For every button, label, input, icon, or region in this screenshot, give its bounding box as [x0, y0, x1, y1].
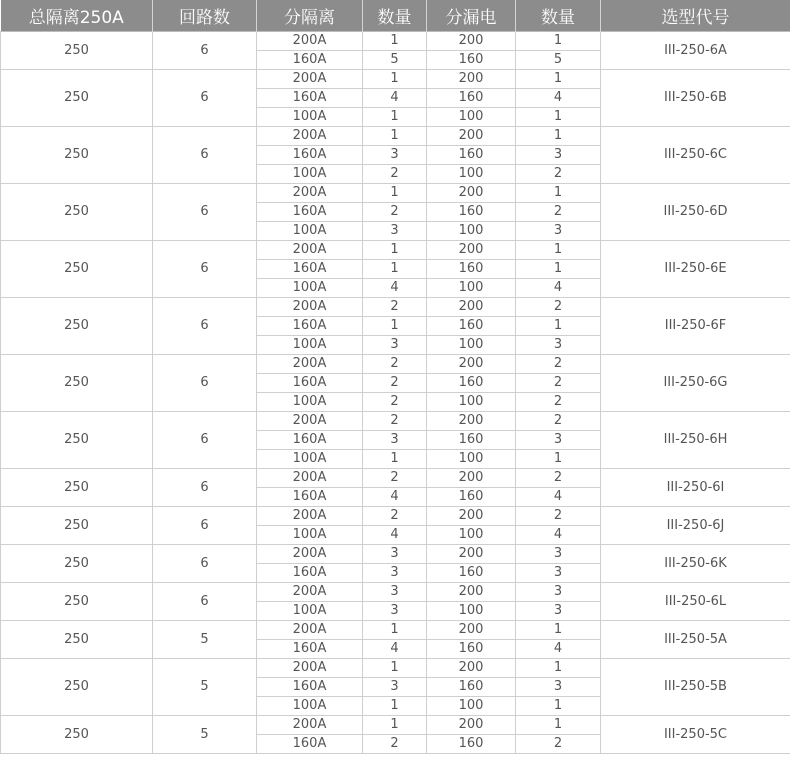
branch-leakage-cell: 160: [427, 640, 516, 659]
table-row: [1, 412, 790, 431]
isolator-quantity-cell: 3: [363, 602, 427, 621]
branch-leakage-cell: 200: [427, 583, 516, 602]
leakage-quantity-cell: 1: [516, 697, 601, 716]
branch-leakage-cell: 200: [427, 355, 516, 374]
model-code-cell: III-250-6I: [601, 469, 790, 507]
leakage-quantity-cell: 5: [516, 51, 601, 70]
branch-isolator-cell: 100A: [257, 450, 363, 469]
leakage-quantity-cell: 2: [516, 393, 601, 412]
branch-leakage-cell: 100: [427, 279, 516, 298]
branch-leakage-cell: 200: [427, 184, 516, 203]
branch-isolator-cell: 200A: [257, 716, 363, 735]
leakage-quantity-cell: 2: [516, 298, 601, 317]
isolator-quantity-cell: 5: [363, 51, 427, 70]
branch-isolator-cell: 200A: [257, 70, 363, 89]
branch-isolator-cell: 160A: [257, 564, 363, 583]
leakage-quantity-cell: 2: [516, 412, 601, 431]
table-row: [1, 545, 790, 564]
circuits-cell: 6: [153, 32, 257, 70]
branch-leakage-cell: 160: [427, 260, 516, 279]
branch-isolator-cell: 100A: [257, 336, 363, 355]
total-isolator-cell: 250: [1, 412, 153, 469]
circuits-cell: 5: [153, 621, 257, 659]
model-code-cell: III-250-6C: [601, 127, 790, 184]
branch-leakage-cell: 160: [427, 488, 516, 507]
branch-isolator-cell: 100A: [257, 279, 363, 298]
table-row: [1, 507, 790, 526]
isolator-quantity-cell: 2: [363, 203, 427, 222]
circuits-cell: 6: [153, 545, 257, 583]
branch-isolator-cell: 200A: [257, 659, 363, 678]
header-circuits: 回路数: [153, 0, 257, 32]
model-code-cell: III-250-6L: [601, 583, 790, 621]
branch-isolator-cell: 100A: [257, 165, 363, 184]
total-isolator-cell: 250: [1, 583, 153, 621]
total-isolator-cell: 250: [1, 545, 153, 583]
branch-leakage-cell: 200: [427, 621, 516, 640]
header-row: [1, 0, 790, 32]
isolator-quantity-cell: 1: [363, 184, 427, 203]
branch-leakage-cell: 100: [427, 222, 516, 241]
isolator-quantity-cell: 2: [363, 374, 427, 393]
total-isolator-cell: 250: [1, 355, 153, 412]
header-model-code: 选型代号: [601, 0, 790, 32]
leakage-quantity-cell: 2: [516, 355, 601, 374]
table-row: [1, 70, 790, 89]
isolator-quantity-cell: 2: [363, 735, 427, 754]
table-row: [1, 184, 790, 203]
isolator-quantity-cell: 1: [363, 241, 427, 260]
isolator-quantity-cell: 4: [363, 526, 427, 545]
leakage-quantity-cell: 1: [516, 184, 601, 203]
branch-isolator-cell: 100A: [257, 108, 363, 127]
branch-isolator-cell: 160A: [257, 488, 363, 507]
leakage-quantity-cell: 1: [516, 241, 601, 260]
total-isolator-cell: 250: [1, 241, 153, 298]
model-code-cell: III-250-6G: [601, 355, 790, 412]
circuits-cell: 6: [153, 241, 257, 298]
leakage-quantity-cell: 1: [516, 621, 601, 640]
table-row: [1, 298, 790, 317]
branch-leakage-cell: 100: [427, 165, 516, 184]
branch-isolator-cell: 100A: [257, 526, 363, 545]
header-leakage-quantity: 数量: [516, 0, 601, 32]
model-code-cell: III-250-6K: [601, 545, 790, 583]
isolator-quantity-cell: 4: [363, 279, 427, 298]
leakage-quantity-cell: 4: [516, 89, 601, 108]
table-row: [1, 659, 790, 678]
branch-isolator-cell: 160A: [257, 317, 363, 336]
branch-isolator-cell: 160A: [257, 431, 363, 450]
circuits-cell: 5: [153, 716, 257, 754]
isolator-quantity-cell: 1: [363, 716, 427, 735]
circuits-cell: 6: [153, 127, 257, 184]
branch-leakage-cell: 160: [427, 374, 516, 393]
branch-leakage-cell: 200: [427, 469, 516, 488]
branch-leakage-cell: 200: [427, 659, 516, 678]
total-isolator-cell: 250: [1, 32, 153, 70]
branch-leakage-cell: 200: [427, 298, 516, 317]
circuits-cell: 6: [153, 355, 257, 412]
branch-leakage-cell: 160: [427, 564, 516, 583]
leakage-quantity-cell: 3: [516, 431, 601, 450]
isolator-quantity-cell: 2: [363, 507, 427, 526]
leakage-quantity-cell: 4: [516, 526, 601, 545]
isolator-quantity-cell: 1: [363, 317, 427, 336]
circuits-cell: 6: [153, 412, 257, 469]
leakage-quantity-cell: 3: [516, 146, 601, 165]
isolator-quantity-cell: 3: [363, 678, 427, 697]
branch-isolator-cell: 200A: [257, 621, 363, 640]
leakage-quantity-cell: 1: [516, 260, 601, 279]
leakage-quantity-cell: 1: [516, 450, 601, 469]
model-code-cell: III-250-6J: [601, 507, 790, 545]
circuits-cell: 6: [153, 184, 257, 241]
branch-isolator-cell: 160A: [257, 146, 363, 165]
leakage-quantity-cell: 2: [516, 374, 601, 393]
branch-leakage-cell: 200: [427, 241, 516, 260]
circuits-cell: 6: [153, 469, 257, 507]
isolator-quantity-cell: 3: [363, 583, 427, 602]
branch-leakage-cell: 200: [427, 507, 516, 526]
leakage-quantity-cell: 2: [516, 735, 601, 754]
branch-isolator-cell: 200A: [257, 412, 363, 431]
branch-leakage-cell: 160: [427, 317, 516, 336]
leakage-quantity-cell: 4: [516, 640, 601, 659]
model-code-cell: III-250-5B: [601, 659, 790, 716]
isolator-quantity-cell: 1: [363, 697, 427, 716]
model-code-cell: III-250-5A: [601, 621, 790, 659]
total-isolator-cell: 250: [1, 507, 153, 545]
leakage-quantity-cell: 2: [516, 469, 601, 488]
total-isolator-cell: 250: [1, 716, 153, 754]
leakage-quantity-cell: 2: [516, 507, 601, 526]
leakage-quantity-cell: 3: [516, 678, 601, 697]
isolator-quantity-cell: 1: [363, 70, 427, 89]
branch-leakage-cell: 100: [427, 108, 516, 127]
leakage-quantity-cell: 1: [516, 659, 601, 678]
isolator-quantity-cell: 2: [363, 165, 427, 184]
isolator-quantity-cell: 3: [363, 146, 427, 165]
isolator-quantity-cell: 2: [363, 412, 427, 431]
table-row: [1, 469, 790, 488]
model-code-cell: III-250-6A: [601, 32, 790, 70]
branch-isolator-cell: 200A: [257, 32, 363, 51]
branch-isolator-cell: 160A: [257, 640, 363, 659]
table-row: [1, 127, 790, 146]
model-code-cell: III-250-5C: [601, 716, 790, 754]
leakage-quantity-cell: 3: [516, 564, 601, 583]
leakage-quantity-cell: 2: [516, 165, 601, 184]
branch-isolator-cell: 100A: [257, 602, 363, 621]
branch-isolator-cell: 100A: [257, 222, 363, 241]
total-isolator-cell: 250: [1, 184, 153, 241]
branch-leakage-cell: 200: [427, 70, 516, 89]
isolator-quantity-cell: 4: [363, 89, 427, 108]
isolator-quantity-cell: 2: [363, 469, 427, 488]
branch-isolator-cell: 160A: [257, 735, 363, 754]
total-isolator-cell: 250: [1, 127, 153, 184]
branch-leakage-cell: 160: [427, 735, 516, 754]
leakage-quantity-cell: 2: [516, 203, 601, 222]
branch-leakage-cell: 160: [427, 678, 516, 697]
leakage-quantity-cell: 4: [516, 279, 601, 298]
isolator-quantity-cell: 1: [363, 32, 427, 51]
isolator-quantity-cell: 1: [363, 450, 427, 469]
branch-leakage-cell: 100: [427, 526, 516, 545]
header-total-isolator: 总隔离250A: [1, 0, 153, 32]
branch-leakage-cell: 160: [427, 51, 516, 70]
model-code-cell: III-250-6E: [601, 241, 790, 298]
isolator-quantity-cell: 3: [363, 336, 427, 355]
isolator-quantity-cell: 2: [363, 393, 427, 412]
model-code-cell: III-250-6H: [601, 412, 790, 469]
total-isolator-cell: 250: [1, 469, 153, 507]
branch-leakage-cell: 100: [427, 393, 516, 412]
branch-isolator-cell: 200A: [257, 355, 363, 374]
branch-leakage-cell: 200: [427, 412, 516, 431]
leakage-quantity-cell: 1: [516, 108, 601, 127]
branch-isolator-cell: 200A: [257, 184, 363, 203]
branch-isolator-cell: 200A: [257, 241, 363, 260]
model-code-cell: III-250-6D: [601, 184, 790, 241]
leakage-quantity-cell: 4: [516, 488, 601, 507]
branch-isolator-cell: 160A: [257, 374, 363, 393]
leakage-quantity-cell: 1: [516, 716, 601, 735]
branch-isolator-cell: 200A: [257, 507, 363, 526]
isolator-quantity-cell: 4: [363, 488, 427, 507]
isolator-quantity-cell: 1: [363, 659, 427, 678]
isolator-quantity-cell: 2: [363, 298, 427, 317]
circuits-cell: 6: [153, 583, 257, 621]
table-row: [1, 241, 790, 260]
leakage-quantity-cell: 3: [516, 545, 601, 564]
branch-leakage-cell: 160: [427, 431, 516, 450]
branch-isolator-cell: 200A: [257, 298, 363, 317]
branch-isolator-cell: 160A: [257, 203, 363, 222]
isolator-quantity-cell: 1: [363, 127, 427, 146]
branch-isolator-cell: 100A: [257, 393, 363, 412]
isolator-quantity-cell: 2: [363, 355, 427, 374]
isolator-quantity-cell: 1: [363, 621, 427, 640]
branch-leakage-cell: 200: [427, 716, 516, 735]
isolator-quantity-cell: 1: [363, 108, 427, 127]
branch-leakage-cell: 160: [427, 203, 516, 222]
leakage-quantity-cell: 1: [516, 317, 601, 336]
isolator-quantity-cell: 3: [363, 545, 427, 564]
circuits-cell: 5: [153, 659, 257, 716]
table-row: [1, 621, 790, 640]
leakage-quantity-cell: 3: [516, 583, 601, 602]
table-body: [1, 32, 790, 754]
branch-leakage-cell: 100: [427, 450, 516, 469]
branch-leakage-cell: 200: [427, 545, 516, 564]
branch-isolator-cell: 100A: [257, 697, 363, 716]
leakage-quantity-cell: 1: [516, 127, 601, 146]
branch-leakage-cell: 100: [427, 602, 516, 621]
branch-isolator-cell: 160A: [257, 260, 363, 279]
table-row: [1, 32, 790, 51]
branch-leakage-cell: 200: [427, 127, 516, 146]
isolator-quantity-cell: 3: [363, 222, 427, 241]
isolator-quantity-cell: 3: [363, 564, 427, 583]
total-isolator-cell: 250: [1, 70, 153, 127]
model-code-cell: III-250-6F: [601, 298, 790, 355]
branch-isolator-cell: 200A: [257, 583, 363, 602]
branch-leakage-cell: 200: [427, 32, 516, 51]
table-row: [1, 355, 790, 374]
branch-leakage-cell: 100: [427, 697, 516, 716]
branch-isolator-cell: 160A: [257, 678, 363, 697]
leakage-quantity-cell: 1: [516, 32, 601, 51]
branch-isolator-cell: 200A: [257, 545, 363, 564]
total-isolator-cell: 250: [1, 659, 153, 716]
leakage-quantity-cell: 3: [516, 336, 601, 355]
branch-leakage-cell: 160: [427, 146, 516, 165]
table-row: [1, 716, 790, 735]
branch-isolator-cell: 160A: [257, 51, 363, 70]
branch-isolator-cell: 160A: [257, 89, 363, 108]
branch-leakage-cell: 160: [427, 89, 516, 108]
leakage-quantity-cell: 3: [516, 222, 601, 241]
isolator-quantity-cell: 4: [363, 640, 427, 659]
branch-leakage-cell: 100: [427, 336, 516, 355]
model-code-cell: III-250-6B: [601, 70, 790, 127]
header-isolator-quantity: 数量: [363, 0, 427, 32]
circuits-cell: 6: [153, 507, 257, 545]
total-isolator-cell: 250: [1, 298, 153, 355]
header-branch-isolator: 分隔离: [257, 0, 363, 32]
leakage-quantity-cell: 3: [516, 602, 601, 621]
total-isolator-cell: 250: [1, 621, 153, 659]
isolator-quantity-cell: 3: [363, 431, 427, 450]
branch-isolator-cell: 200A: [257, 469, 363, 488]
branch-isolator-cell: 200A: [257, 127, 363, 146]
isolator-quantity-cell: 1: [363, 260, 427, 279]
header-branch-leakage: 分漏电: [427, 0, 516, 32]
leakage-quantity-cell: 1: [516, 70, 601, 89]
table-row: [1, 583, 790, 602]
circuits-cell: 6: [153, 298, 257, 355]
circuits-cell: 6: [153, 70, 257, 127]
